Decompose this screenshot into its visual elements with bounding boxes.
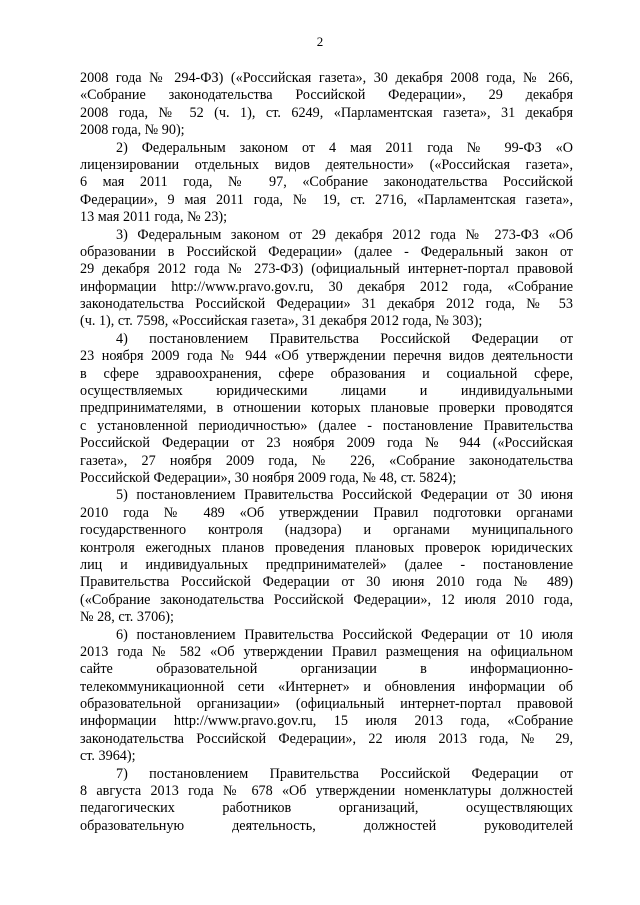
paragraph-item-5 [80,487,573,626]
paragraph-item-2 [80,140,573,227]
text-line: законодательства Российской Федерации» 31 декабря 2012 года, № 53 [80,296,573,313]
page-number: 2 [316,34,324,49]
text-line: 2010 года № 489 «Об утверждении Правил подготовки органами [80,504,573,521]
text-line: лицензировании отдельных видов деятельности» («Российская газета», [80,156,573,173]
text-line: «Собрание законодательства Российской Федерации», 29 декабря [80,87,573,104]
text-line: 2008 года, № 90); [80,122,185,139]
text-line: № 28, ст. 3706); [80,609,174,626]
text-line: Правительства Российской Федерации от 30 июня 2010 года № 489) [80,574,573,591]
text-line: осуществляемых юридическими лицами и индивидуальными [80,383,573,400]
text-line: законодательства Российской Федерации», 22 июля 2013 года, № 29, [80,730,573,747]
paragraph-cont-1 [80,70,573,140]
text-line: образовательную деятельность, должностей руководителей [80,817,573,834]
text-line: 6) постановлением Правительства Российской Федерации от 10 июля [116,626,573,643]
text-line: образовании в Российской Федерации» (далее - Федеральный закон от [80,243,573,260]
text-line: 8 августа 2013 года № 678 «Об утверждении номенклатуры должностей [80,783,573,800]
text-line: 4) постановлением Правительства Российской Федерации от [116,330,573,347]
text-line: 6 мая 2011 года, № 97, «Собрание законодательства Российской [80,174,573,191]
text-line: 7) постановлением Правительства Российской Федерации от [116,765,573,782]
text-line: ст. 3964); [80,748,136,765]
text-line: газета», 27 ноября 2009 года, № 226, «Собрание законодательства [80,452,573,469]
document-body [80,70,573,835]
paragraph-item-6 [80,627,573,766]
text-line: 2008 года, № 52 (ч. 1), ст. 6249, «Парламентская газета», 31 декабря [80,104,573,121]
text-line: 23 ноября 2009 года № 944 «Об утверждении перечня видов деятельности [80,348,573,365]
text-line: педагогических работников организаций, осуществляющих [80,800,573,817]
text-line: образовательной организации» (официальный интернет-портал правовой [80,696,573,713]
text-line: 2008 года № 294-ФЗ) («Российская газета», 30 декабря 2008 года, № 266, [80,70,573,86]
text-line: предпринимателями, в отношении которых плановые проверки проводятся [80,400,573,417]
text-line: 13 мая 2011 года, № 23); [80,209,228,226]
text-line: информации http://www.pravo.gov.ru, 30 декабря 2012 года, «Собрание [80,278,573,295]
text-line: 2013 года № 582 «Об утверждении Правил размещения на официальном [80,643,573,660]
text-line: 29 декабря 2012 года № 273-ФЗ) (официальный интернет-портал правовой [80,261,573,278]
text-line: информации http://www.pravo.gov.ru, 15 июля 2013 года, «Собрание [80,713,573,730]
text-line: с установленной периодичностью» (далее - постановление Правительства [80,417,573,434]
text-line: 5) постановлением Правительства Российской Федерации от 30 июня [116,487,573,504]
text-line: («Собрание законодательства Российской Федерации», 12 июля 2010 года, [80,591,573,608]
text-line: 2) Федеральным законом от 4 мая 2011 года № 99-ФЗ «О [116,139,573,156]
text-line: 3) Федеральным законом от 29 декабря 2012 года № 273-ФЗ «Об [116,226,573,243]
text-line: (ч. 1), ст. 7598, «Российская газета», 31 декабря 2012 года, № 303); [80,313,483,330]
paragraph-item-3 [80,227,573,331]
text-line: Российской Федерации от 23 ноября 2009 года № 944 («Российская [80,435,573,452]
text-line: государственного контроля (надзора) и органами муниципального [80,522,573,539]
text-line: лиц и индивидуальных предпринимателей» (далее - постановление [80,556,573,573]
text-line: контроля ежегодных планов проведения плановых проверок юридических [80,539,573,556]
text-line: Федерации», 9 мая 2011 года, № 19, ст. 2716, «Парламентская газета», [80,191,573,208]
text-line: сайте образовательной организации в информационно- [80,661,573,678]
text-line: Российской Федерации», 30 ноября 2009 года, № 48, ст. 5824); [80,469,457,486]
text-line: в сфере здравоохранения, сфере образования и социальной сфере, [80,365,573,382]
paragraph-item-4 [80,331,573,488]
text-line: телекоммуникационной сети «Интернет» и обновления информации об [80,678,573,695]
paragraph-item-7 [80,766,573,836]
